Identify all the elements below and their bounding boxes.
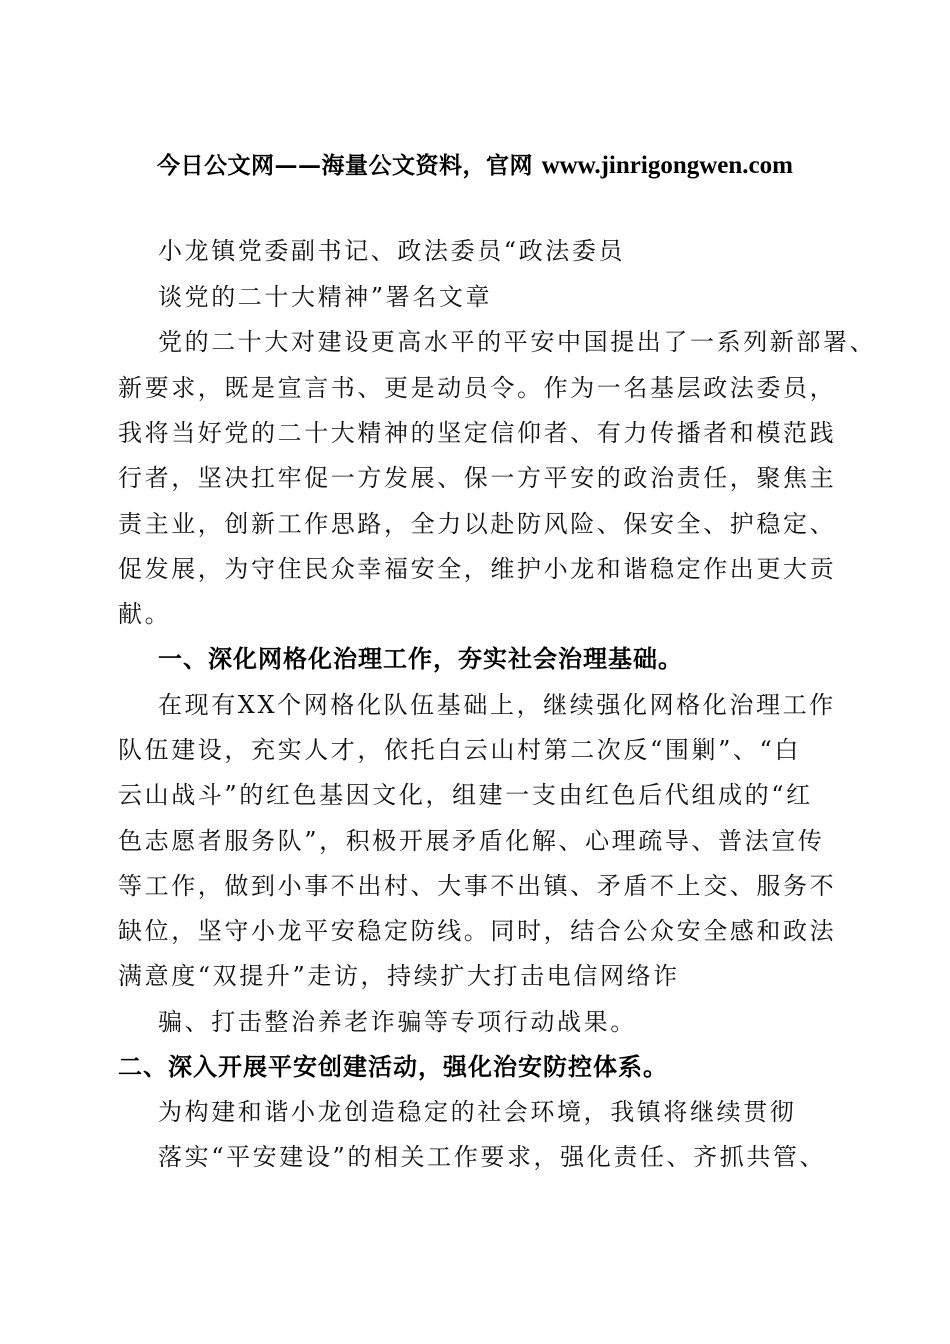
section-2-heading: 二、深入开展平安创建活动，强化治安防控体系。 [118,1053,668,1081]
document-title-line-1: 小龙镇党委副书记、政法委员“政法委员 [158,237,626,265]
page-header [0,147,950,180]
section-1-line: 等工作，做到小事不出村、大事不出镇、矛盾不上交、服务不 [118,872,837,900]
intro-line: 我将当好党的二十大精神的坚定信仰者、有力传播者和模范践 [118,419,837,447]
header-website-link[interactable]: www.jinrigongwen.com [541,152,793,179]
section-1-heading: 一、深化网格化治理工作，夯实社会治理基础。 [158,645,683,673]
intro-line: 行者，坚决扛牢促一方发展、保一方平安的政治责任，聚焦主 [118,464,837,492]
section-1-line: 队伍建设，充实人才，依托白云山村第二次反“围剿”、“白 [118,736,802,764]
section-2-line: 为构建和谐小龙创造稳定的社会环境，我镇将继续贯彻 [158,1098,797,1126]
section-1-line: 满意度“双提升”走访，持续扩大打击电信网络诈 [118,962,680,990]
section-1-line: 色志愿者服务队”，积极开展矛盾化解、心理疏导、普法宣传 [118,827,825,855]
section-1-line: 在现有XX个网格化队伍基础上，继续强化网格化治理工作 [158,691,836,719]
intro-line: 责主业，创新工作思路，全力以赴防风险、保安全、护稳定、 [118,510,837,538]
section-1-line: 骗、打击整治养老诈骗等专项行动战果。 [158,1008,637,1036]
section-1-line: 云山战斗”的红色基因文化，组建一支由红色后代组成的“红 [118,781,813,809]
intro-line: 新要求，既是宣言书、更是动员令。作为一名基层政法委员， [118,374,837,402]
header-text: 今日公文网——海量公文资料，官网 [157,152,542,179]
intro-line: 党的二十大对建设更高水平的平安中国提出了一系列新部署、 [158,328,877,356]
intro-line: 促发展，为守住民众幸福安全，维护小龙和谐稳定作出更大贡 [118,555,837,583]
intro-line: 献。 [118,600,172,628]
section-1-line: 缺位，坚守小龙平安稳定防线。同时，结合公众安全感和政法 [118,917,837,945]
document-title-line-2: 谈党的二十大精神”署名文章 [158,283,493,311]
section-2-line: 落实“平安建设”的相关工作要求，强化责任、齐抓共管、 [158,1143,827,1171]
